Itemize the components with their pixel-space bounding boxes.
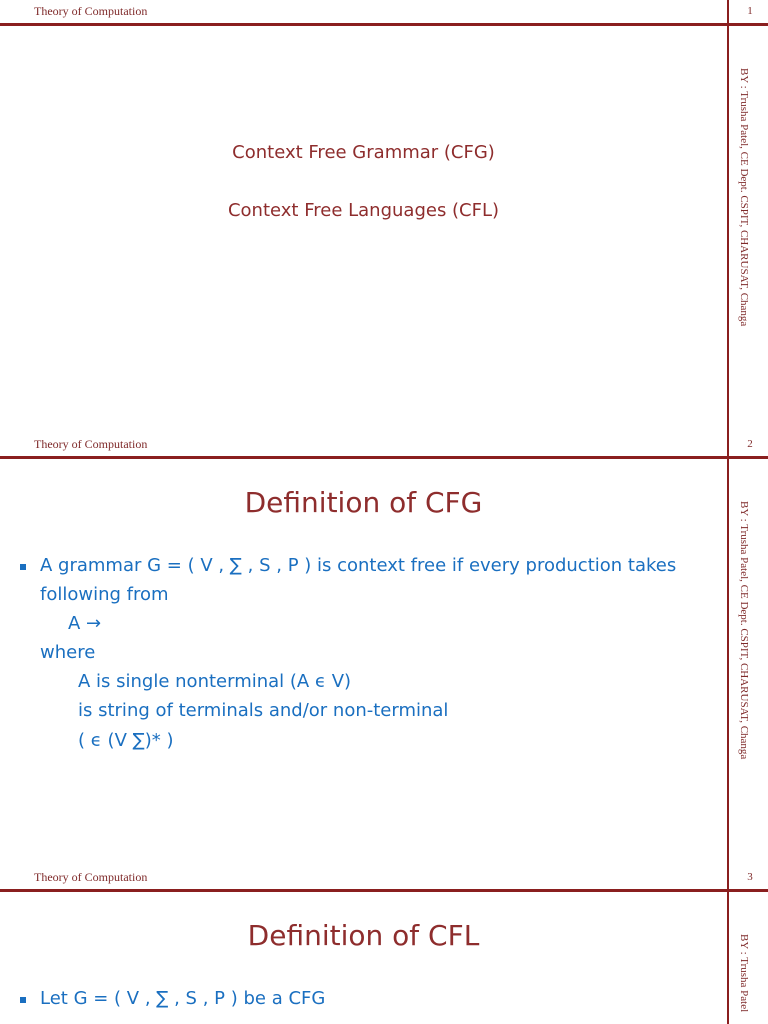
right-rule	[727, 0, 729, 433]
slide-header	[0, 433, 768, 457]
definition-line: A grammar G = ( V , ∑ , S , P ) is context free if every production takes	[40, 555, 677, 576]
header-title: Theory of Computation	[34, 870, 148, 884]
title-line-cfl: Context Free Languages (CFL)	[227, 200, 500, 221]
bullet-marker	[20, 997, 26, 1003]
slide-1	[0, 0, 768, 433]
slide-heading: Definition of CFL	[247, 919, 480, 952]
header-rule	[0, 456, 768, 459]
slide-number: 3	[747, 871, 753, 883]
bullet-marker	[20, 564, 26, 570]
slide-heading: Definition of CFG	[244, 486, 483, 519]
definition-line: is string of terminals and/or non-terminal	[78, 700, 449, 721]
definition-line: A is single nonterminal (A ϵ V)	[78, 671, 352, 692]
definition-line: ( ϵ (V ∑)* )	[78, 730, 174, 751]
definition-line: where	[40, 642, 96, 663]
header-title: Theory of Computation	[34, 4, 148, 18]
header-rule	[0, 889, 768, 892]
definition-line: Let G = ( V , ∑ , S , P ) be a CFG	[40, 988, 326, 1009]
side-credit: BY : Trusha Patel, CE Dept. CSPIT, CHARUSAT, Changa	[738, 68, 750, 327]
title-line-cfg: Context Free Grammar (CFG)	[232, 142, 495, 163]
slide-number: 1	[747, 5, 753, 17]
header-title: Theory of Computation	[34, 437, 148, 451]
slide-2	[0, 433, 768, 866]
slide-number: 2	[747, 438, 753, 450]
right-rule	[727, 433, 729, 866]
definition-line: following from	[40, 584, 169, 605]
side-credit: BY : Trusha Patel, CE Dept. CSPIT, CHARUSAT, Changa	[738, 501, 750, 760]
side-credit: BY : Trusha Patel	[738, 934, 750, 1013]
definition-line: A →	[68, 613, 102, 634]
slide-3	[0, 866, 768, 1024]
header-rule	[0, 23, 768, 26]
right-rule	[727, 866, 729, 1024]
slide-header	[0, 0, 768, 24]
slide-header	[0, 866, 768, 890]
